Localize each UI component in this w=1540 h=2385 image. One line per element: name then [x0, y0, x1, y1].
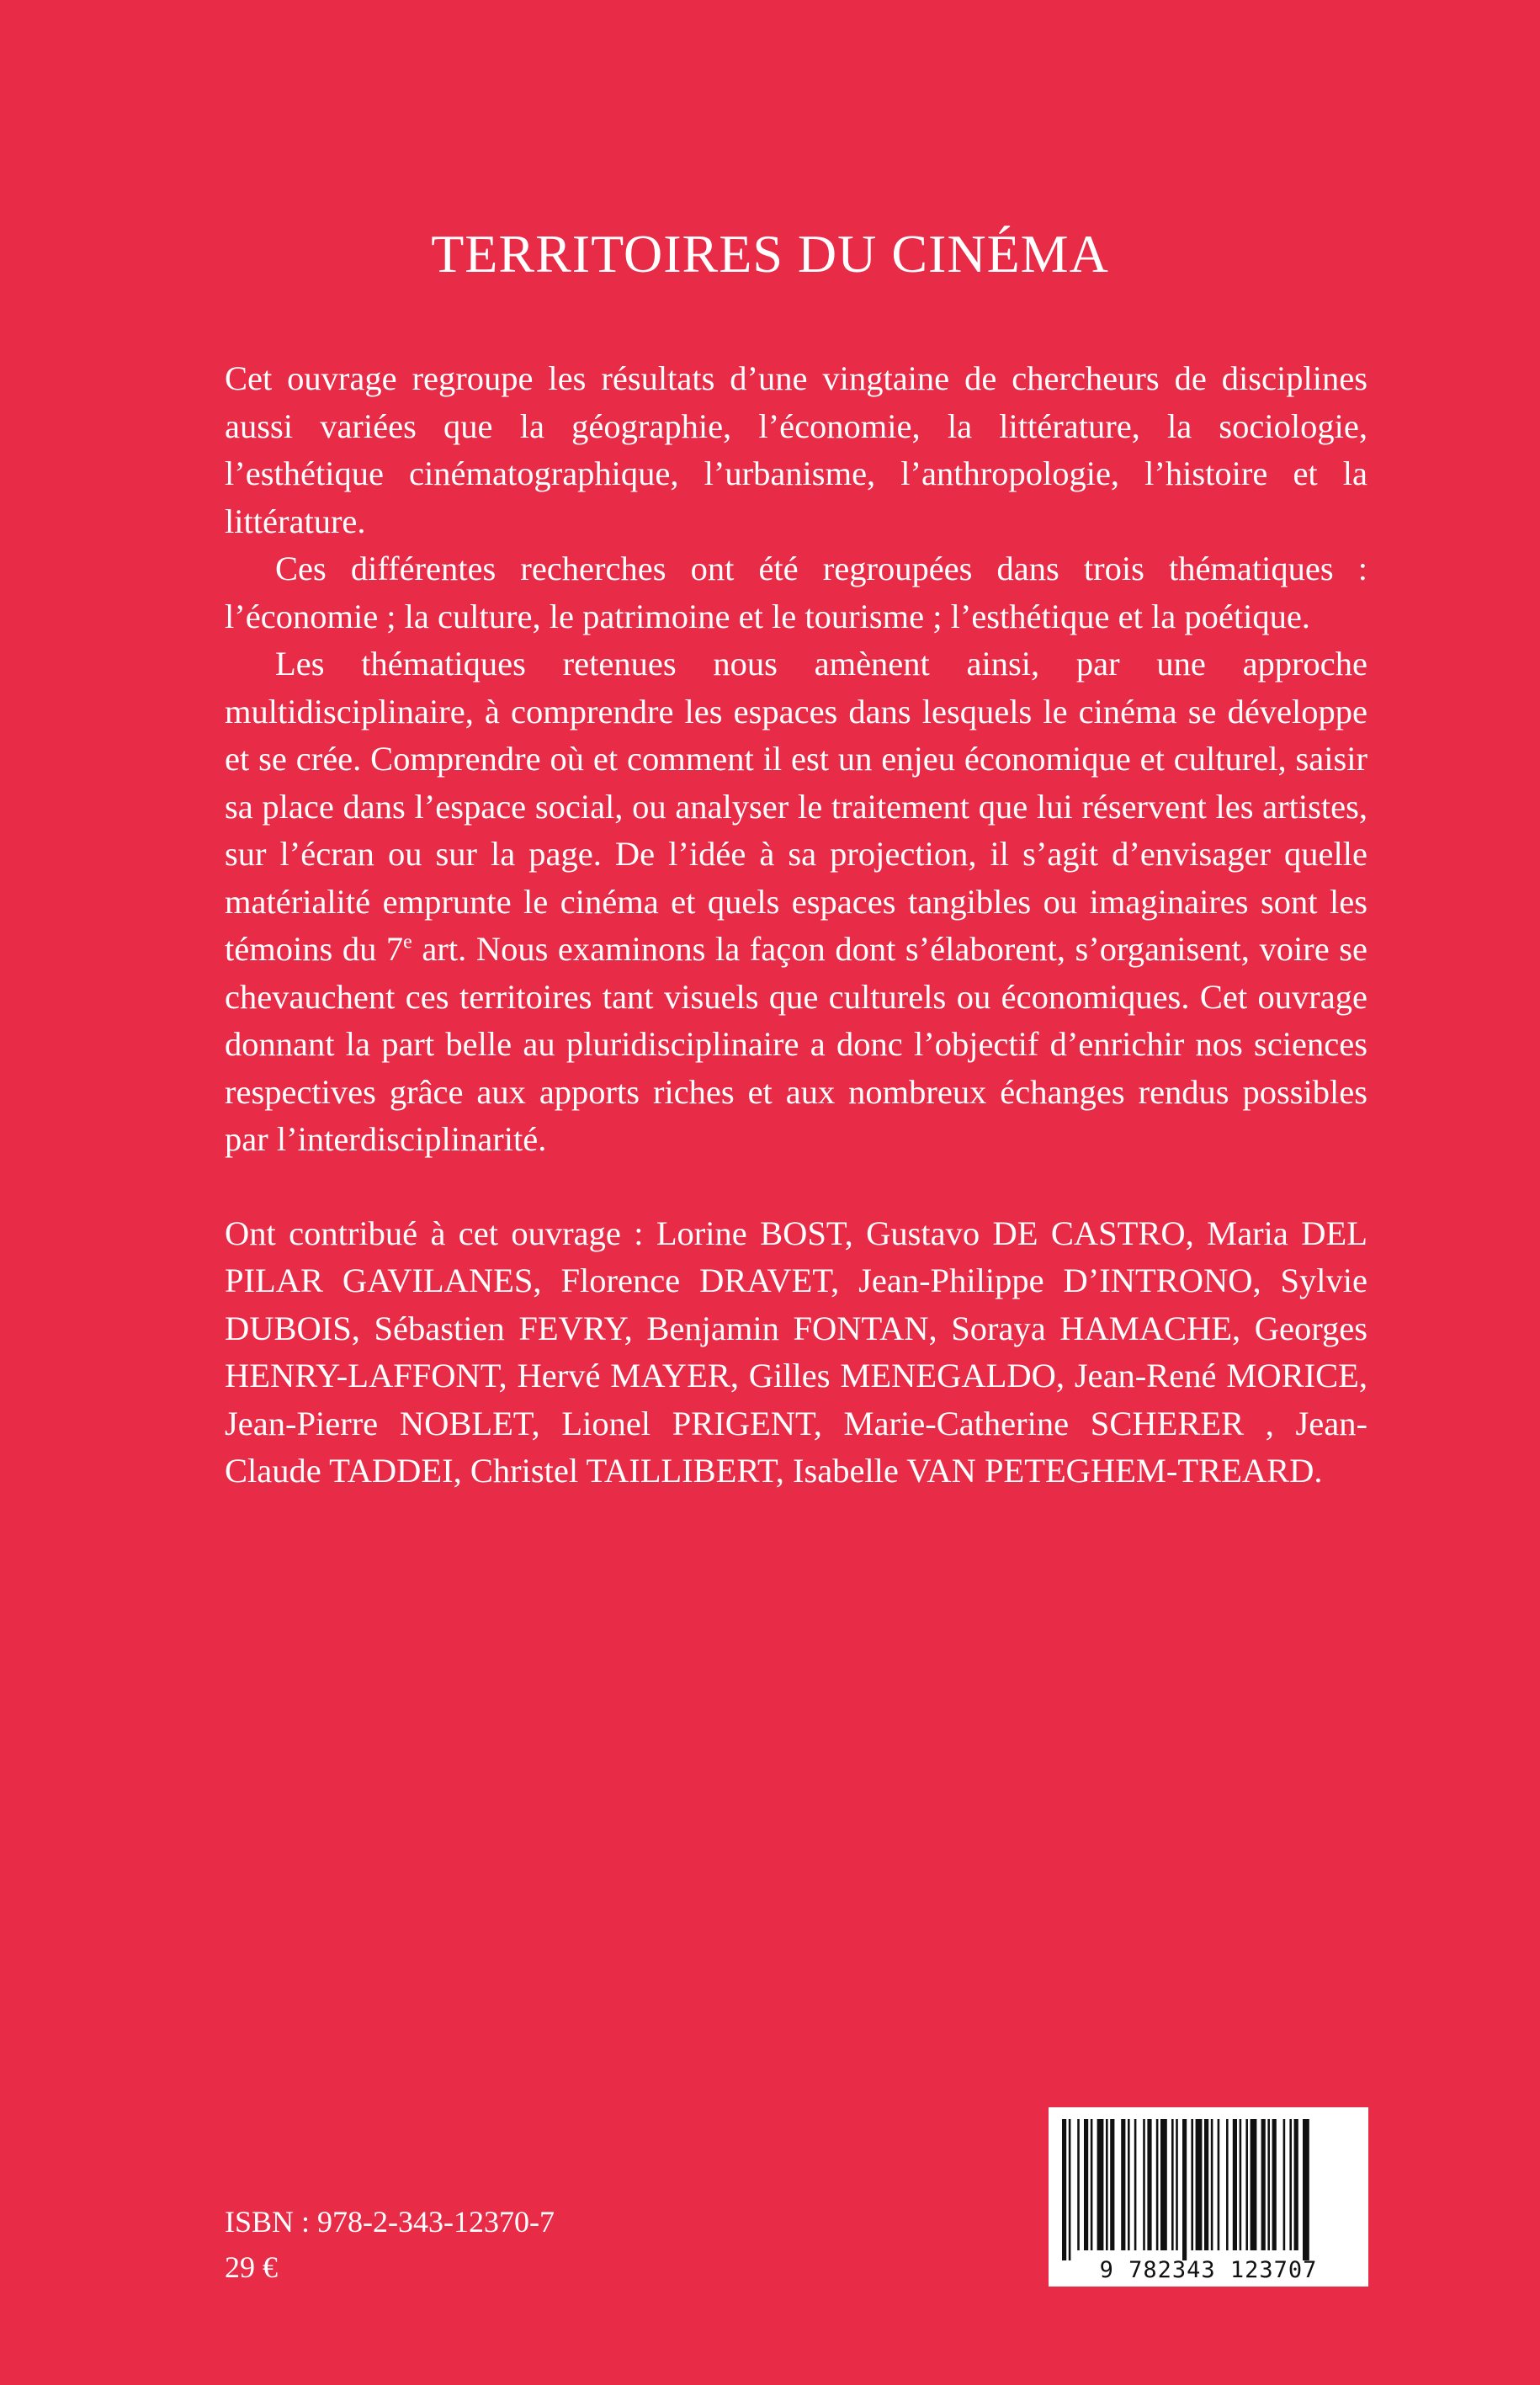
barcode-bar — [1204, 2119, 1208, 2250]
barcode-bar — [1069, 2119, 1071, 2260]
paragraph-approach-part2: art. Nous examinons la façon dont s’élaborent, s’organisent, voire se chevauchent ces territoires tant visuels que culturels ou économiques. Cet ouvrage donnant la part belle au pluridisciplinaire a donc l’objectif d’enrichir nos sciences respectives grâce aux apports riches et aux nombreux échanges rendus possibles par l’interdisciplinarité. — [225, 930, 1367, 1158]
barcode-bar — [1218, 2119, 1220, 2250]
barcode-digits: 9 782343 123707 — [1099, 2257, 1318, 2283]
barcode-bar — [1233, 2119, 1237, 2250]
barcode-bar — [1097, 2119, 1104, 2250]
paragraph-intro: Cet ouvrage regroupe les résultats d’une vingtaine de chercheurs de disciplines aussi variées que la géographie, l’économie, la littérature, la sociologie, l’esthétique cinématographique, l’urbanisme, l’anthropologie, l’histoire et la littérature. — [225, 359, 1367, 540]
barcode-bar — [1156, 2119, 1159, 2250]
barcode-bar — [1091, 2119, 1093, 2250]
barcode-bar — [1084, 2119, 1088, 2250]
barcode-bar — [1110, 2119, 1114, 2250]
book-title: TERRITOIRES DU CINÉMA — [431, 224, 1109, 284]
barcode-bar — [1143, 2119, 1145, 2250]
barcode-bar — [1191, 2119, 1193, 2250]
barcode-graphic — [1049, 2107, 1368, 2287]
barcode-bar — [1062, 2119, 1066, 2260]
barcode-bar — [1121, 2119, 1125, 2250]
barcode-bar — [1240, 2119, 1242, 2250]
barcode-bar — [1289, 2119, 1292, 2250]
barcode-bar — [1147, 2119, 1151, 2250]
barcode-bar — [1261, 2119, 1266, 2250]
barcode-bar — [1272, 2119, 1277, 2250]
barcode — [1049, 2107, 1368, 2287]
barcode-bar — [1171, 2119, 1174, 2250]
barcode-bar — [1226, 2119, 1229, 2250]
barcode-bar — [1182, 2119, 1187, 2260]
barcode-bar — [1294, 2119, 1298, 2250]
paragraph-approach — [225, 640, 1367, 1164]
superscript-e: e — [403, 931, 412, 953]
barcode-bar — [1303, 2119, 1309, 2260]
barcode-bar — [1196, 2119, 1203, 2250]
barcode-bar — [1128, 2119, 1130, 2250]
barcode-bar — [1267, 2119, 1270, 2250]
paragraph-themes: Ces différentes recherches ont été regroupées dans trois thématiques : l’économie ; la culture, le patrimoine et le tourisme ; l’esthétique et la poétique. — [225, 550, 1367, 635]
back-cover-text — [225, 355, 1367, 1495]
barcode-bar — [1077, 2119, 1080, 2250]
paragraph-approach-part1: Les thématiques retenues nous amènent ainsi, par une approche multidisciplinaire, à comprendre les espaces dans lesquels le cinéma se développe et se crée. Comprendre où et comment il est un enjeu économique et culturel, saisir sa place dans l’espace social, ou analyser le traitement que lui réservent les artistes, sur l’écran ou sur la page. De l’idée à sa projection, il s’agit d’envisager quelle matérialité emprunte le cinéma et quels espaces tangibles ou imaginaires sont les témoins du 7 — [225, 645, 1367, 968]
contributors-list: Ont contribué à cet ouvrage : Lorine BOST, Gustavo DE CASTRO, Maria DEL PILAR GAVILANES, Florence DRAVET, Jean-Philippe D’INTRONO, Sylvie DUBOIS, Sébastien FEVRY, Benjamin FONTAN, Soraya HAMACHE, Georges HENRY-LAFFONT, Hervé MAYER, Gilles MENEGALDO, Jean-René MORICE, Jean-Pierre NOBLET, Lionel PRIGENT, Marie-Catherine SCHERER , Jean-Claude TADDEI, Christel TAILLIBERT, Isabelle VAN PETEGHEM-TREARD. — [225, 1214, 1367, 1490]
isbn-label: ISBN : 978-2-343-12370-7 — [225, 2205, 555, 2239]
barcode-bar — [1283, 2119, 1286, 2250]
barcode-bar — [1245, 2119, 1248, 2250]
barcode-bar — [1160, 2119, 1167, 2250]
barcode-bar — [1211, 2119, 1213, 2250]
barcode-bar — [1134, 2119, 1137, 2250]
barcode-bar — [1176, 2119, 1178, 2250]
barcode-bar — [1251, 2119, 1257, 2250]
price-label: 29 € — [225, 2250, 278, 2284]
barcode-bar — [1106, 2119, 1108, 2250]
